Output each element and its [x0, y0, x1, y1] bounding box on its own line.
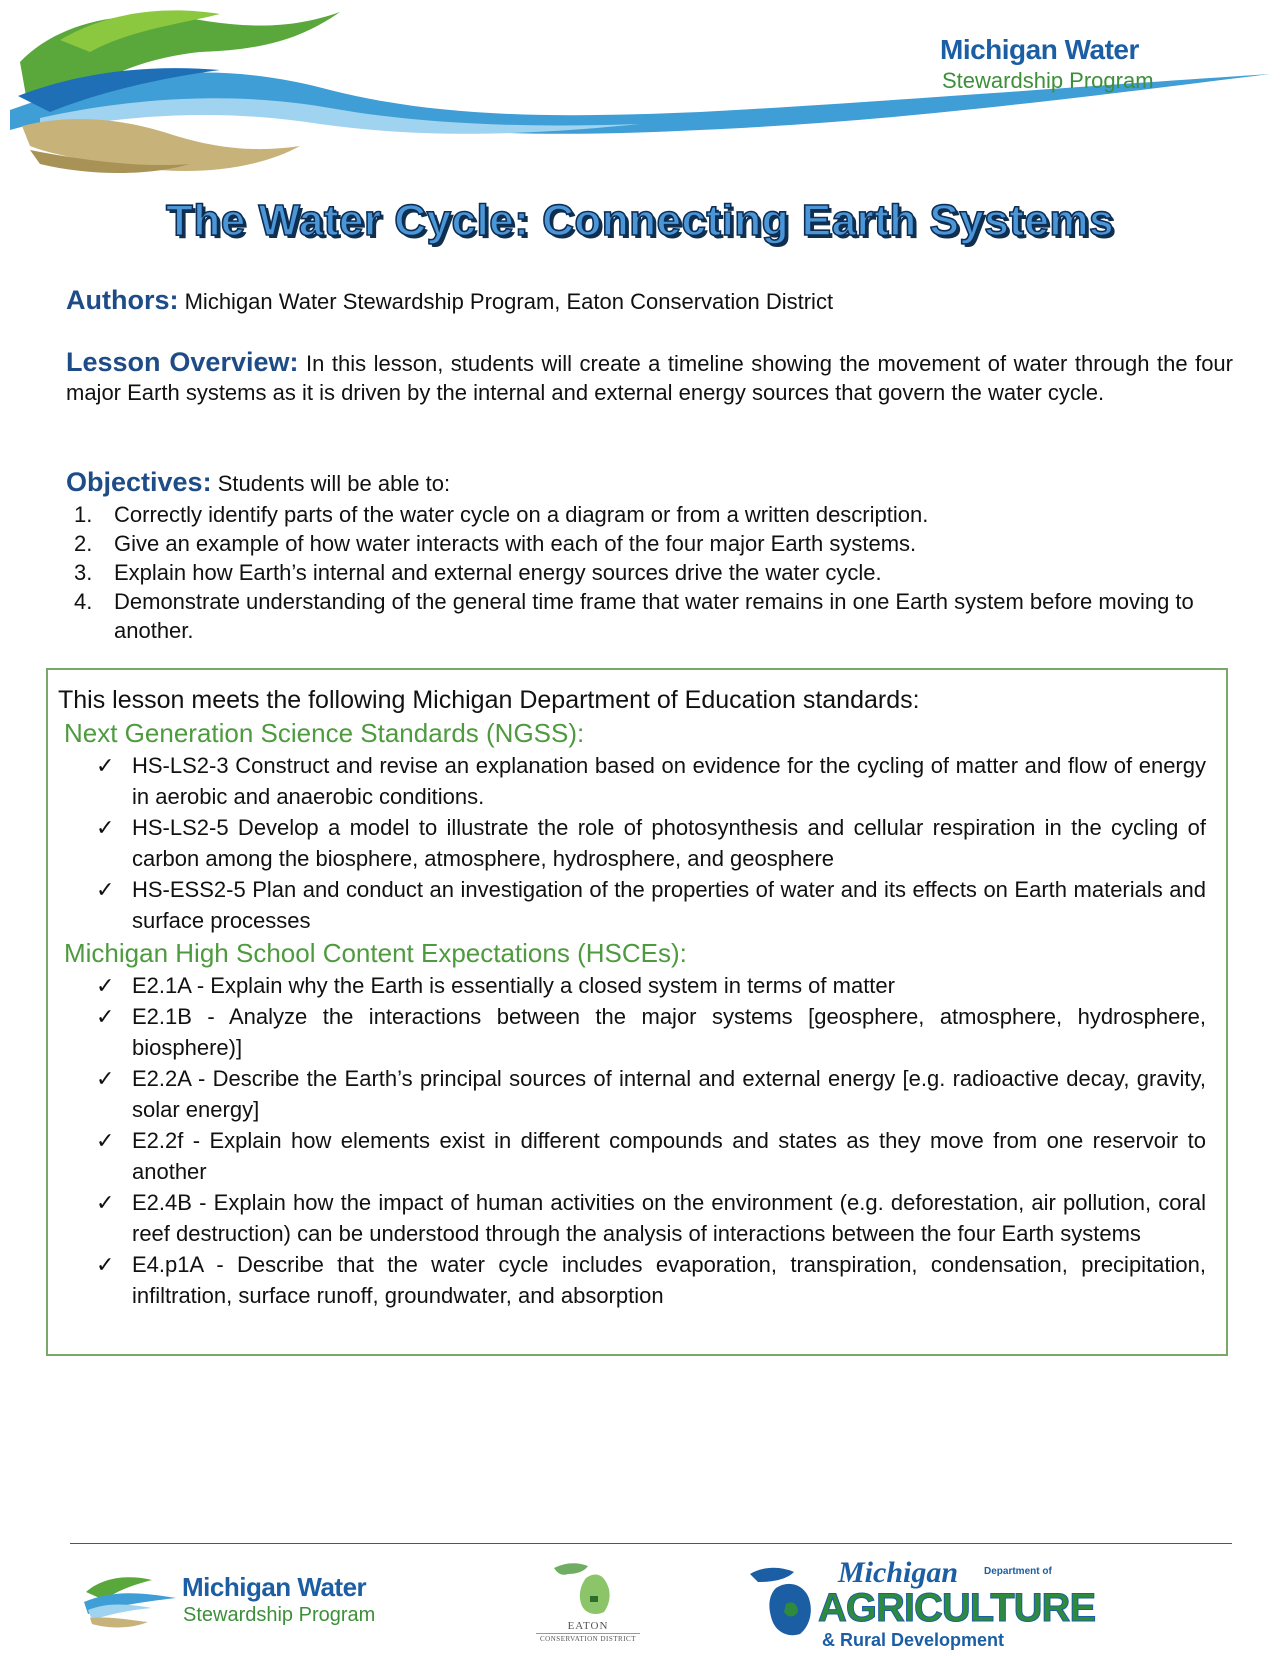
- check-icon: ✓: [96, 1128, 115, 1153]
- check-icon: ✓: [96, 1190, 115, 1215]
- header-brand-subtitle: Stewardship Program: [942, 68, 1154, 93]
- overview-section: [66, 348, 1233, 407]
- check-icon: ✓: [96, 973, 115, 998]
- footer-mwsp-subtitle: Stewardship Program: [183, 1604, 376, 1626]
- authors-text: Michigan Water Stewardship Program, Eaton Conservation District: [184, 289, 834, 314]
- ngss-item: ✓ HS-ESS2-5 Plan and conduct an investigation of the properties of water and its effects on Earth materials and surface processes: [56, 874, 1206, 936]
- hsce-item: ✓ E2.4B - Explain how the impact of human activities on the environment (e.g. deforestation, air pollution, coral reef destruction) can be understood through the analysis of interactions between the four Earth systems: [56, 1187, 1206, 1249]
- authors-label: Authors:: [66, 285, 179, 315]
- footer-eaton-name: EATON: [567, 1620, 609, 1632]
- objectives-label: Objectives:: [66, 467, 212, 497]
- objectives-list: [66, 500, 1233, 645]
- footer-eaton-subtitle: CONSERVATION DISTRICT: [536, 1633, 640, 1643]
- footer-mwsp-title: Michigan Water: [182, 1572, 367, 1602]
- standards-intro: This lesson meets the following Michigan Department of Education standards:: [58, 686, 920, 714]
- objective-item: 4. Demonstrate understanding of the general time frame that water remains in one Earth system before moving to another.: [74, 589, 1194, 643]
- hsce-item: ✓ E2.1A - Explain why the Earth is essentially a closed system in terms of matter: [56, 970, 1206, 1001]
- eaton-michigan-map-icon: [548, 1556, 628, 1618]
- footer-divider: [70, 1543, 1232, 1544]
- check-icon: ✓: [96, 1066, 115, 1091]
- footer-mda-michigan: Michigan: [838, 1556, 959, 1589]
- footer-mda-dept: Department of: [984, 1566, 1052, 1577]
- hsce-item: ✓ E4.p1A - Describe that the water cycle includes evaporation, transpiration, condensation, precipitation, infiltration, surface runoff, groundwater, and absorption: [56, 1249, 1206, 1311]
- hsce-heading: Michigan High School Content Expectations (HSCEs):: [64, 938, 687, 968]
- footer-mda-rural: & Rural Development: [822, 1630, 1005, 1650]
- header-brand-title: Michigan Water: [940, 34, 1139, 65]
- objectives-section: [66, 468, 1233, 645]
- hsce-item: ✓ E2.2A - Describe the Earth’s principal sources of internal and external energy [e.g. radioactive decay, gravity, solar energy]: [56, 1063, 1206, 1125]
- objective-item: 2. Give an example of how water interacts with each of the four major Earth systems.: [74, 531, 917, 556]
- mwsp-footer-logo-icon: [82, 1572, 178, 1630]
- check-icon: ✓: [96, 877, 115, 902]
- hsce-item: ✓ E2.1B - Analyze the interactions between the major systems [geosphere, atmosphere, hydrosphere, biosphere)]: [56, 1001, 1206, 1063]
- ngss-item: ✓ HS-LS2-3 Construct and revise an explanation based on evidence for the cycling of matter and flow of energy in aerobic and anaerobic conditions.: [56, 750, 1206, 812]
- objective-item: 3. Explain how Earth’s internal and external energy sources drive the water cycle.: [74, 560, 882, 585]
- check-icon: ✓: [96, 815, 115, 840]
- overview-text: In this lesson, students will create a timeline showing the movement of water through the four major Earth systems as it is driven by the internal and external energy sources that govern the water cycle.: [66, 351, 1233, 405]
- ngss-list: [56, 750, 1206, 936]
- overview-label: Lesson Overview:: [66, 347, 299, 377]
- standards-box: [46, 668, 1228, 1356]
- objective-item: 1. Correctly identify parts of the water cycle on a diagram or from a written description.: [74, 502, 929, 527]
- check-icon: ✓: [96, 1004, 115, 1029]
- document-title: The Water Cycle: Connecting Earth Systems: [166, 196, 1114, 245]
- check-icon: ✓: [96, 753, 115, 778]
- check-icon: ✓: [96, 1252, 115, 1277]
- mda-michigan-map-icon: [746, 1560, 820, 1638]
- ngss-heading: Next Generation Science Standards (NGSS):: [64, 718, 585, 748]
- hsce-list: [56, 970, 1206, 1311]
- ngss-item: ✓ HS-LS2-5 Develop a model to illustrate the role of photosynthesis and cellular respiration in the cycling of carbon among the biosphere, atmosphere, hydrosphere, and geosphere: [56, 812, 1206, 874]
- authors-section: [66, 286, 1233, 316]
- footer-mda-agriculture: AGRICULTURE: [818, 1586, 1096, 1630]
- hsce-item: ✓ E2.2f - Explain how elements exist in different compounds and states as they move from one reservoir to another: [56, 1125, 1206, 1187]
- objectives-intro: Students will be able to:: [217, 471, 451, 496]
